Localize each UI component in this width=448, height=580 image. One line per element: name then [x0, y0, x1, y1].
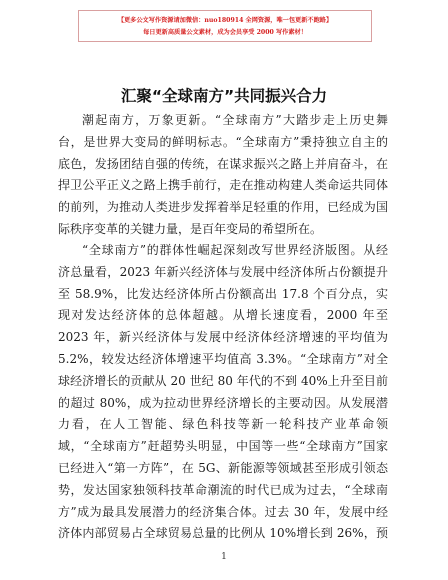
paragraph-line: 球经济增长的贡献从 20 世纪 80 年代的不到 40%上升至目前 [58, 373, 388, 388]
paragraph-2 [58, 240, 388, 545]
paragraph-line: 济总量看，2023 年新兴经济体与发展中经济体所占份额提升 [58, 264, 388, 279]
paragraph-line: 济体内部贸易占全球贸易总量的比例从 10%增长到 26%，预 [58, 526, 388, 541]
document-title: 汇聚“全球南方”共同振兴合力 [120, 87, 328, 105]
paragraph-line: 势，发达国家独领科技革命潮流的时代已成为过去，“全球南 [58, 482, 388, 497]
paragraph-line: 方”成为最具发展潜力的经济集合体。过去 30 年，发展中经 [58, 504, 388, 519]
page-number: 1 [221, 552, 227, 562]
paragraph-line: 力看，在人工智能、绿色科技等新一轮科技产业革命领 [58, 417, 388, 432]
paragraph-1 [58, 110, 388, 241]
paragraph-line: 潮起南方，万象更新。“全球南方”大踏步走上历史舞 [82, 113, 388, 127]
paragraph-line: 2023 年，新兴经济体与发展中经济体经济增速的平均值为 [58, 330, 388, 345]
paragraph-line: 已经进入“第一方阵”，在 5G、新能源等领域甚至形成引领态 [58, 460, 388, 475]
paragraph-line: 现对发达经济体的总体超越。从增长速度看，2000 年至 [58, 308, 388, 323]
promo-banner [78, 10, 372, 42]
paragraph-line: 底色，发扬团结自强的传统，在谋求振兴之路上并肩奋斗，在 [58, 156, 388, 171]
promo-banner-line-1: 【更多公文写作资源请加微信：nuo180914 全网资源，唯一包更新不跑路】 [117, 17, 333, 24]
paragraph-line: “全球南方”的群体性崛起深刻改写世界经济版图。从经 [82, 243, 388, 257]
paragraph-line: 际秩序变革的关键力量，是百年变局的希望所在。 [58, 221, 323, 236]
promo-banner-line-2: 每日更新高质量公文素材，成为会员享受 2000 写作素材！ [143, 29, 307, 36]
paragraph-line: 5.2%，较发达经济体增速平均值高 3.3%。“全球南方”对全 [58, 351, 388, 366]
paragraph-line: 捍卫公平正义之路上携手前行，走在推动构建人类命运共同体 [58, 178, 388, 193]
paragraph-line: 的超过 80%，成为拉动世界经济增长的主要动因。从发展潜 [58, 395, 388, 410]
paragraph-line: 至 58.9%，比发达经济体所占份额高出 17.8 个百分点，实 [58, 286, 388, 301]
paragraph-line: 域，“全球南方”赶超势头明显，中国等一些“全球南方”国家 [58, 439, 388, 454]
paragraph-line: 台，是世界大变局的鲜明标志。“全球南方”秉持独立自主的 [58, 134, 388, 149]
paragraph-line: 的前列，为推动人类进步发挥着举足轻重的作用，已经成为国 [58, 200, 388, 215]
